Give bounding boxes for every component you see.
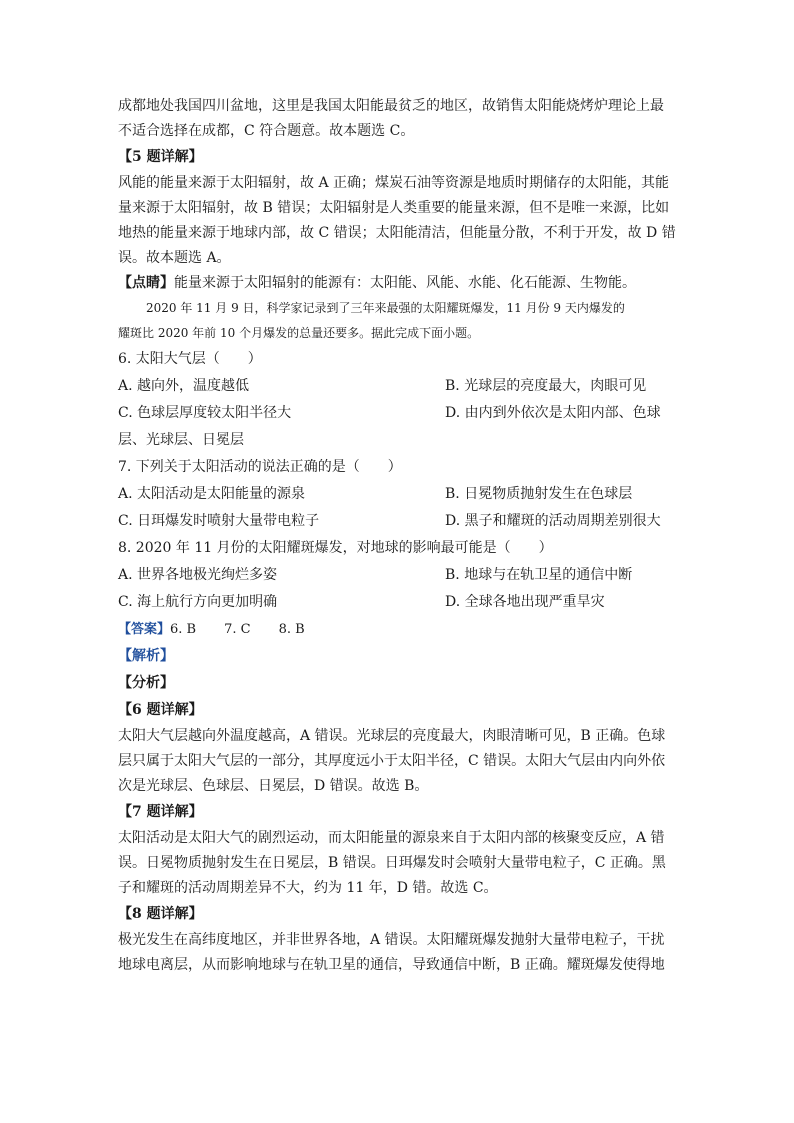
text-line: 耀斑比 2020 年前 10 个月爆发的总量还要多。据此完成下面小题。 [118, 326, 480, 340]
text-line: 太阳活动是太阳大气的剧烈运动，而太阳能量的源泉来自于太阳内部的核聚变反应，A 错 [118, 830, 665, 846]
q8-option-c: C. 海上航行方向更加明确 [118, 594, 278, 610]
q7-detail-heading: 【7 题详解】 [118, 804, 203, 820]
q7-option-d: D. 黑子和耀斑的活动周期差别很大 [445, 513, 661, 529]
question-6-stem: 6. 太阳大气层（ ） [118, 351, 262, 367]
question-7-options-row [118, 481, 663, 508]
question-8-options-row [118, 589, 663, 616]
answer-line [118, 616, 663, 643]
answer-label: 【答案】 [118, 622, 171, 637]
tip-label: 【点睛】 [118, 275, 174, 291]
text-line: 极光发生在高纬度地区，并非世界各地，A 错误。太阳耀斑爆发抛射大量带电粒子，干扰 [118, 932, 665, 948]
text-line: 成都地处我国四川盆地，这里是我国太阳能最贫乏的地区，故销售太阳能烧烤炉理论上最 [118, 98, 664, 114]
q6-option-d: D. 由内到外依次是太阳内部、色球 [445, 405, 661, 421]
tip [118, 271, 663, 296]
q7-option-a: A. 太阳活动是太阳能量的源泉 [118, 486, 306, 502]
answer-item: 7. C [224, 622, 251, 637]
answer-item: 6. B [170, 622, 197, 637]
text-line: 误。日冕物质抛射发生在日冕层，B 错误。日珥爆发时会喷射大量带电粒子，C 正确。黑 [118, 855, 666, 871]
text-line: 子和耀斑的活动周期差异不大，约为 11 年，D 错。故选 C。 [118, 880, 498, 896]
question-8-options-row [118, 562, 663, 589]
q8-option-d: D. 全球各地出现严重旱灾 [445, 594, 605, 610]
text-line: 地球电离层，从而影响地球与在轨卫星的通信，导致通信中断，B 正确。耀斑爆发使得地 [118, 957, 665, 973]
answer-item: 8. B [278, 622, 305, 637]
page-content [118, 94, 676, 978]
q6-detail-heading: 【6 题详解】 [118, 702, 203, 718]
q6-detail-text [118, 724, 666, 799]
text-line: 太阳大气层越向外温度越高，A 错误。光球层的亮度最大，肉眼清晰可见，B 正确。色球 [118, 728, 666, 744]
text-line: 误。故本题选 A。 [118, 250, 231, 266]
q6-option-b: B. 光球层的亮度最大，肉眼可见 [445, 378, 647, 394]
text-line: 量来源于太阳辐射，故 B 错误；太阳辐射是人类重要的能量来源，但不是唯一来源，比如 [118, 200, 670, 216]
question-6-options-row [118, 373, 663, 400]
q5-detail-text [118, 171, 676, 271]
question-7-options-row [118, 508, 663, 535]
q8-option-a: A. 世界各地极光绚烂多姿 [118, 567, 278, 583]
q6-option-a: A. 越向外，温度越低 [118, 378, 250, 394]
q5-detail-heading: 【5 题详解】 [118, 149, 203, 165]
question-8-stem: 8. 2020 年 11 月份的太阳耀斑爆发，对地球的影响最可能是（ ） [118, 540, 553, 556]
tip-text: 能量来源于太阳辐射的能源有：太阳能、风能、水能、化石能源、生物能。 [174, 275, 636, 291]
analysis-heading: 【解析】 [118, 648, 174, 664]
q7-option-c: C. 日珥爆发时喷射大量带电粒子 [118, 513, 320, 529]
q6-option-c: C. 色球层厚度较太阳半径大 [118, 405, 292, 421]
text-line: 层只属于太阳大气层的一部分，其厚度远小于太阳半径，C 错误。太阳大气层由内向外依 [118, 753, 666, 769]
q6-option-d-continuation: 层、光球层、日冕层 [118, 432, 244, 448]
fenxi-heading: 【分析】 [118, 675, 174, 691]
q7-option-b: B. 日冕物质抛射发生在色球层 [445, 486, 633, 502]
q8-detail-text [118, 928, 663, 978]
question-6-options-row [118, 400, 663, 427]
text-line: 不适合选择在成都，C 符合题意。故本题选 C。 [118, 123, 415, 139]
material-passage [118, 296, 663, 346]
previous-answer-tail [118, 94, 663, 144]
text-line: 次是光球层、色球层、日冕层，D 错误。故选 B。 [118, 778, 429, 794]
question-7-stem: 7. 下列关于太阳活动的说法正确的是（ ） [118, 459, 402, 475]
text-line: 2020 年 11 月 9 日，科学家记录到了三年来最强的太阳耀斑爆发，11 月份 9 天内爆发的 [146, 301, 625, 315]
q7-detail-text [118, 826, 666, 901]
text-line: 风能的能量来源于太阳辐射，故 A 正确；煤炭石油等资源是地质时期储存的太阳能，其能 [118, 175, 670, 191]
q8-option-b: B. 地球与在轨卫星的通信中断 [445, 567, 633, 583]
q8-detail-heading: 【8 题详解】 [118, 906, 203, 922]
text-line: 地热的能量来源于地球内部，故 C 错误；太阳能清洁，但能量分散，不利于开发，故 D 错 [118, 225, 676, 241]
